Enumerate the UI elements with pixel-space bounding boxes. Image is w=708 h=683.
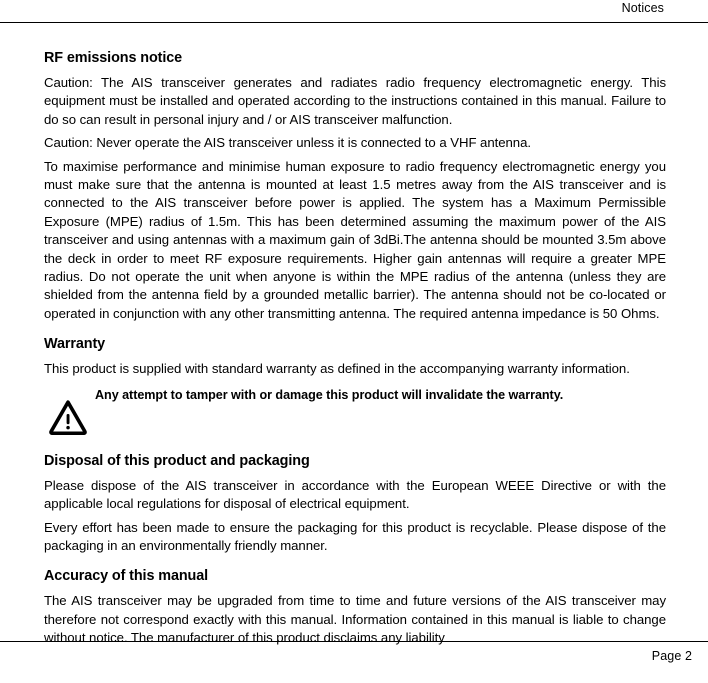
paragraph-disposal-weee: Please dispose of the AIS transceiver in accordance with the European WEEE Directive or with the applicable local regulations for disposal of electrical equipment. xyxy=(44,477,666,512)
header-chapter-title: Notices xyxy=(621,1,664,15)
heading-warranty: Warranty xyxy=(44,336,106,353)
paragraph-accuracy-upgrades: The AIS transceiver may be upgraded from time to time and future versions of the AIS transceiver may therefore not correspond exactly with this manual. Information contained in this manual is liable to change without notice. The manufacturer of this product disclaims any liability xyxy=(44,593,666,646)
heading-disposal-of-product-and-packaging: Disposal of this product and packaging xyxy=(44,452,310,469)
heading-accuracy-of-this-manual: Accuracy of this manual xyxy=(44,568,209,585)
header-divider-rule xyxy=(0,22,708,23)
footer-page-number: Page 2 xyxy=(651,649,692,663)
page-content xyxy=(44,50,666,648)
page-footer xyxy=(0,641,708,683)
paragraph-disposal-packaging-recyclable: Every effort has been made to ensure the packaging for this product is recyclable. Please dispose of the packaging in an environmentally friendly manner. xyxy=(44,519,666,553)
paragraph-rf-caution-antenna: Caution: Never operate the AIS transceiver unless it is connected to a VHF antenna. xyxy=(44,135,531,151)
paragraph-warranty-standard: This product is supplied with standard warranty as defined in the accompanying warranty information. xyxy=(44,361,630,377)
footer-divider-rule xyxy=(0,641,708,642)
warranty-warning-callout xyxy=(44,387,666,435)
warning-triangle-icon xyxy=(48,399,88,435)
paragraph-rf-mpe-details: To maximise performance and minimise human exposure to radio frequency electromagnetic energy you must make sure that the antenna is mounted at least 1.5 metres away from the AIS transceiver and is connected to the AIS transceiver before power is applied. The system has a Maximum Permissible Exposure (MPE) radius of 1.5m. This has been determined assuming the maximum power of the AIS transceiver and using antennas with a maximum gain of 3dBi.The antenna should be mounted 3.5m above the deck in order to meet RF exposure requirements. Higher gain antennas will require a greater MPE radius. Do not operate the unit when anyone is within the MPE radius of the antenna (unless they are shielded from the antenna field by a grounded metallic barrier). The antenna should not be co-located or operated in conjunction with any other transmitting antenna. The required antenna impedance is 50 Ohms. xyxy=(44,158,666,321)
warning-callout-text: Any attempt to tamper with or damage this product will invalidate the warranty. xyxy=(95,387,564,402)
heading-rf-emissions-notice: RF emissions notice xyxy=(44,50,183,66)
paragraph-rf-caution-energy: Caution: The AIS transceiver generates and radiates radio frequency electromagnetic energy. This equipment must be installed and operated according to the instructions contained in this manual. Failure to do so can result in personal injury and / or AIS transceiver malfunction. xyxy=(44,75,666,127)
page-header xyxy=(0,0,708,24)
